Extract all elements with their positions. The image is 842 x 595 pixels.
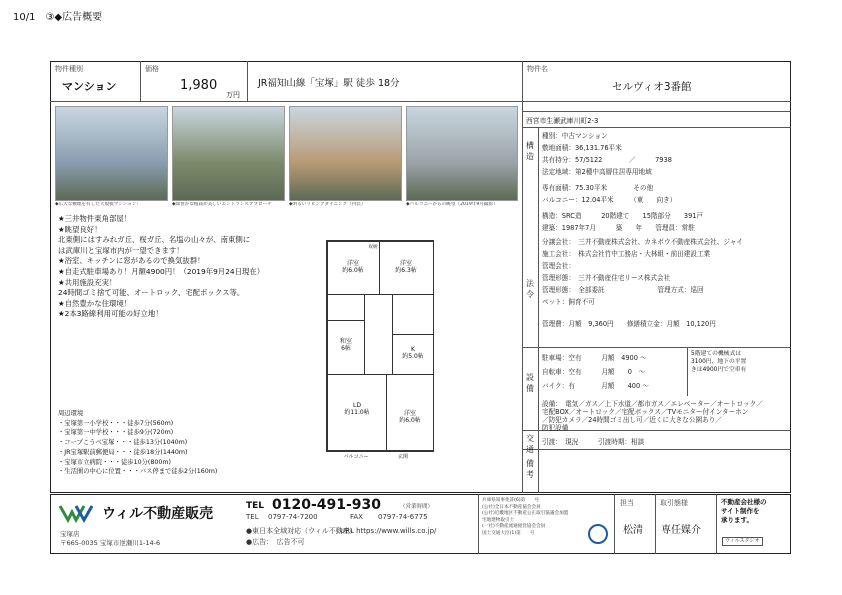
license-line: (一社)不動産流通経営協会会員: [482, 524, 546, 529]
license-line: (公社)全日本不動産協会会員: [482, 504, 541, 510]
price-label: 価格: [145, 65, 159, 73]
surroundings-item: ・生活圏の中心に位置・・・バス停まで徒歩2分(160m): [58, 468, 218, 476]
detail-row: 敷地面積：36,131.76平米: [542, 144, 622, 152]
detail-row: 共有持分：57/5122 ／ 7938: [542, 156, 672, 164]
desc-line: ★自走式駐車場あり！月額4900円！（2019年9月24日現在）: [58, 266, 265, 276]
price-value: 1,980: [180, 78, 218, 93]
page-header: 10/1 ③◆広告概要: [13, 12, 103, 23]
desc-line: は武庫川と宝塚市内が一望できます！: [58, 245, 184, 255]
photo-building: [55, 106, 168, 201]
surroundings-title: 周辺環境: [58, 410, 84, 417]
desc-line: ★自然豊かな住環境！: [58, 298, 132, 308]
detail-row: 構造：SRC造 20階建て 15階部分 391戸: [542, 212, 704, 220]
type-label: 物件種別: [55, 65, 83, 73]
photo-caption: ◆緑豊かな植栽が美しいエントランスアプローチ: [172, 202, 272, 207]
detail-row: 管理会社：: [542, 262, 579, 270]
detail-row: 管理形態： 三井不動産住宅リース株式会社: [542, 274, 671, 282]
license-info: [482, 498, 568, 537]
surroundings-item: ・コープこうべ宝塚・・・徒歩13分(1040m): [58, 439, 188, 447]
desc-line: ★眺望良好！: [58, 224, 102, 234]
closet-label: 収納: [368, 245, 378, 250]
detail-row: 専有面積：75.30平米 その他: [542, 184, 654, 192]
partner-ad: 不動産会社様の サイト制作を 承ります。: [721, 498, 767, 524]
tel-label: TEL: [246, 501, 265, 511]
tel-hours: （営業時間）: [400, 504, 434, 510]
company-address: 〒665-0035 宝塚市逆瀬川1-14-6: [60, 539, 161, 547]
facility-row: ／防犯カメラ／24時間ゴミ出し可／近くに大きな公園あり／: [542, 416, 722, 424]
name-label: 物件名: [527, 65, 548, 73]
license-line: (公社)近畿地区不動産公正取引協議会加盟: [482, 511, 569, 516]
detail-row: 種別：中古マンション: [542, 132, 608, 140]
surroundings-item: ・宝塚第一中学校・・・徒歩9分(720m): [58, 429, 174, 437]
parking-row: バイク：有 月額 400 ～: [542, 382, 649, 390]
detail-row: 建築：1987年7月 築 年 管理員：常駐: [542, 224, 695, 232]
room-western-3: 洋室 約6.0帖: [399, 410, 421, 424]
floor-plan: [326, 240, 434, 464]
photo-caption: ◆明るいリビングダイニング（内装）: [289, 202, 366, 207]
entrance-label: 玄関: [397, 454, 408, 460]
transport-label: 交通: [526, 434, 534, 454]
company-name: ウィル不動産販売: [102, 506, 214, 522]
photo-entrance: [172, 106, 285, 201]
license-line: 兵庫県知事免許(6)第 号: [482, 498, 540, 503]
surroundings-item: ・宝塚第一小学校・・・徒歩7分(560m): [58, 419, 174, 427]
license-line: 国土交通大臣(1)第 号: [482, 530, 535, 536]
company-logo-icon: [58, 502, 100, 524]
detail-row: 施工会社： 株式会社竹中工務店・大林組・前田建設工業: [542, 250, 711, 258]
tel-main: 0120-491-930: [272, 497, 382, 513]
desc-line: ★三井物件東角部屋！: [58, 214, 132, 223]
company-branch: 宝塚店: [60, 530, 80, 538]
access-info: JR福知山線「宝塚」駅 徒歩 18分: [258, 78, 400, 89]
detail-row: バルコニー：12.04平米 （東 向き）: [542, 196, 677, 204]
balcony-label: バルコニー: [343, 454, 369, 460]
facility-row: 宅配BOX／オートロック／宅配ボックス／TVモニター付インターホン: [542, 408, 749, 416]
deal-label: 取引態様: [660, 499, 688, 507]
detail-row: 管理形態： 全部委託 管理方式：巡回: [542, 286, 704, 294]
desc-line: ★共用施設充実！: [58, 277, 117, 287]
partner-brand: ウィルスタジオ: [722, 537, 763, 546]
tel-sub: 0797-74-7200: [268, 513, 318, 521]
desc-line: ★2本3路線利用可能の好立地！: [58, 309, 163, 319]
facility-row: 設備： 電気／ガス／上下水道／都市ガス／エレベーター／オートロック／: [542, 400, 763, 408]
facility-label: 設備: [526, 373, 534, 393]
footer-note-2: ●広告： 広告不可: [246, 538, 305, 546]
surroundings: [58, 409, 217, 477]
price-unit: 万円: [226, 91, 240, 99]
detail-row: ペット：飼育不可: [542, 298, 595, 306]
surroundings-item: ・宝塚市立病院・・・徒歩10分(800m): [58, 458, 171, 466]
room-living: LD 約11.0帖: [344, 402, 370, 416]
fax-label: FAX: [350, 513, 363, 521]
parking-row: 駐車場：空有 月額 4900 ～: [542, 354, 647, 362]
license-line: 宅地建物取引士: [482, 517, 538, 523]
footer-note-1: ●東日本全域対応（ウィル不動産）: [246, 527, 357, 535]
type-value: マンション: [62, 80, 117, 93]
photo-interior: [289, 106, 402, 201]
room-japanese: 和室 6帖: [339, 338, 352, 352]
photo-caption: ◆広大な敷地を有した大規模マンション！: [55, 202, 142, 207]
association-logo-icon: [588, 524, 608, 544]
manager-label: 担当: [620, 499, 634, 507]
facility-row: 防犯設備: [542, 424, 569, 432]
deal-type: 専任媒介: [661, 525, 701, 536]
surroundings-item: ・JR宝塚駅前郵便局・・・徒歩18分(1440m): [58, 448, 188, 456]
room-western-2: 洋室 約6.3帖: [395, 260, 417, 274]
notes-label: 備考: [526, 459, 534, 479]
fax-number: 0797-74-6775: [378, 513, 428, 521]
desc-line: 北東側にはすみれガ丘、桜ガ丘、名塩の山々が、南東側に: [58, 235, 251, 245]
company-url[interactable]: URL https://www.wills.co.jp/: [340, 527, 437, 535]
room-kitchen: K 約5.0帖: [402, 346, 424, 360]
photo-caption: ◆バルコニーからの眺望（2019年9月撮影）: [406, 202, 498, 207]
detail-row: 管理費：月額 9,360円 修繕積立金：月額 10,120円: [542, 320, 716, 328]
address: 西宮市生瀬武庫川町2-3: [526, 117, 599, 125]
detail-row: 分譲会社： 三井不動産株式会社、カネボウ不動産株式会社、ジャイ: [542, 238, 743, 246]
tel-sub-label: TEL: [246, 513, 259, 521]
manager-name: 松清: [623, 525, 643, 536]
parking-row: 自転車：空有 月額 0 ～: [542, 368, 646, 376]
property-name: セルヴィオ3番館: [612, 81, 692, 93]
photo-view: [406, 106, 518, 201]
desc-line: 24時間ゴミ捨て可能、オートロック、宅配ボックス等。: [58, 288, 245, 298]
description: [58, 214, 326, 320]
parking-note: 5階建ての機械式は 3100円、地下の平置 きは4900円で空車有: [691, 351, 747, 373]
room-western-1: 洋室 約6.0帖: [342, 260, 364, 274]
handover-row: 引渡： 現況 引渡時期：相談: [542, 438, 645, 446]
detail-row: 法定地域：第2種中高層住居専用地域: [542, 168, 652, 176]
desc-line: ★浴室、キッチンに窓があるので換気抜群！: [58, 256, 205, 266]
structure-label: 構造: [526, 141, 534, 161]
legal-label: 法令: [526, 279, 534, 299]
